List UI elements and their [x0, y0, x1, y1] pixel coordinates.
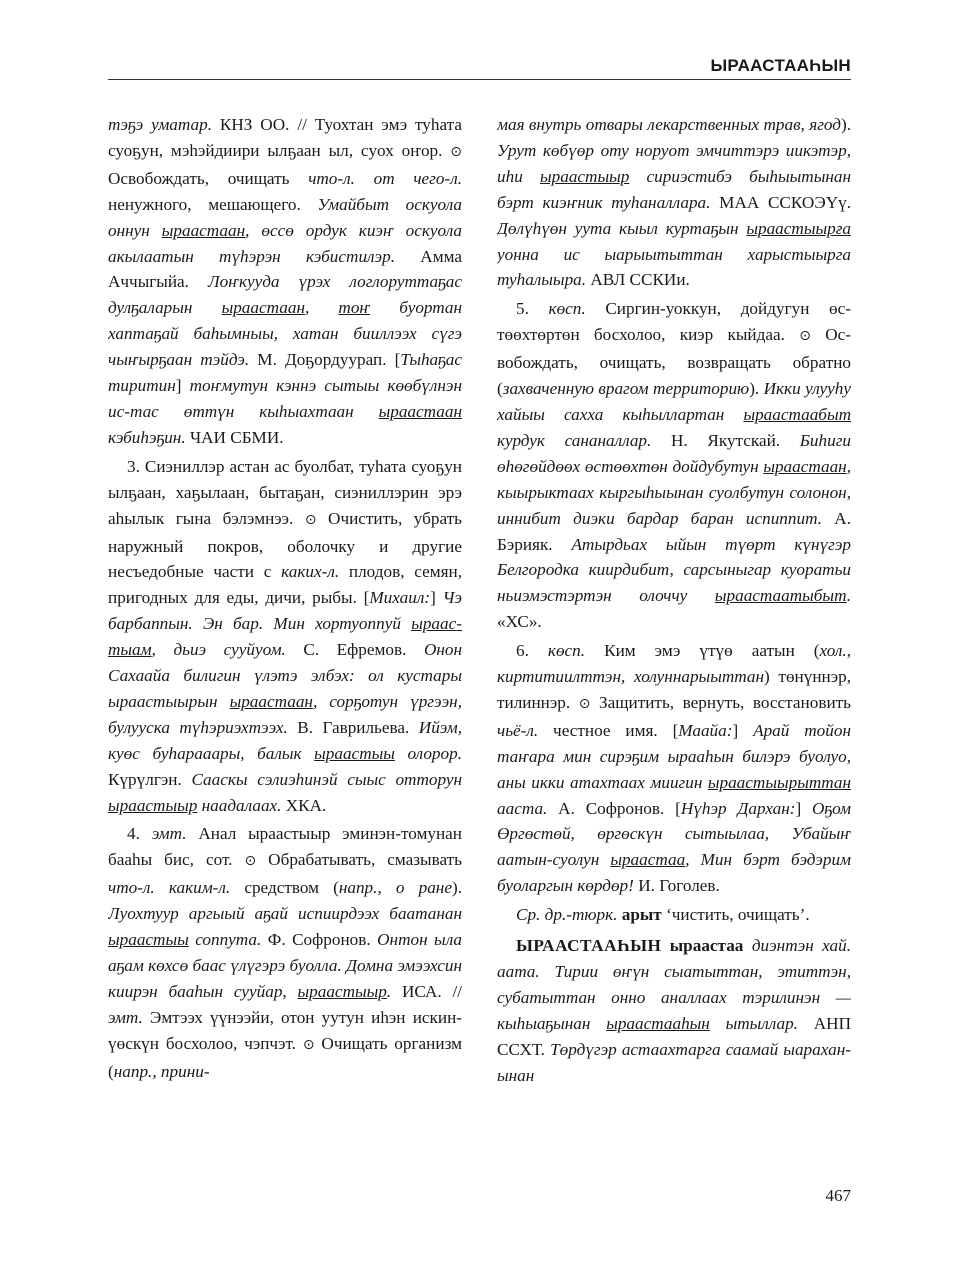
italic-text: . [386, 981, 392, 1001]
italic-text: Луохтуур аргыый аҕай испиирдээх баатанан [108, 904, 462, 924]
italic-text: Дөлүһүөн уута кыыл куртаҕын [497, 218, 747, 238]
example-keyword: ыраастаан [763, 456, 847, 476]
definition-marker-icon: ⊙ [304, 511, 317, 528]
italic-text: Атырдьах ыйын түөрт күнүгэр Белгородка киирдибит, сарсыныгар куоратьи ньиэмэстэртэн олоччу [497, 534, 851, 606]
italic-text: көсп. [548, 299, 586, 319]
italic-text: , сорҕотун үргээн, булууска түһэриэхтээх. [108, 691, 462, 737]
example-keyword: ыраастаа [610, 850, 686, 870]
italic-text: соппута. [188, 930, 262, 950]
italic-text: захваченную врагом территорию [502, 379, 750, 399]
entry-paragraph [108, 454, 462, 819]
text-run: Амма Аччыгыйа. [108, 246, 462, 292]
italic-text: Урут көбүөр оту норуот эмчиттэрэ иикэтэр, иһи [497, 140, 851, 186]
text-run: 5. [516, 299, 549, 319]
text-run: ). [451, 878, 462, 898]
running-head: ЫРААСТААҺЫН [710, 56, 851, 75]
definition-marker-icon: ⊙ [450, 143, 462, 160]
italic-text: эмт. [151, 824, 187, 844]
text-run: Очищать организм ( [108, 1033, 462, 1081]
text-run: В. Гаврильева. [287, 717, 419, 737]
text-run: Ф. Софронов. [261, 930, 378, 950]
definition-marker-icon: ⊙ [244, 853, 257, 870]
italic-text: Арай тойон таҥара мин сирэҕим ырааһын билэрэ буолуо, аны икки атахтаах миигин [497, 720, 851, 792]
italic-text: , дьиэ сууйуом. [151, 640, 286, 660]
entry-paragraph [108, 112, 462, 451]
entry-paragraph [108, 821, 462, 1084]
text-run: ) төнүннэр, тилиннэр. [497, 667, 851, 712]
headword-entry [497, 933, 851, 1088]
text-run: плодов, семян, пригодных для еды, дичи, рыбы. [ [108, 562, 462, 608]
italic-text: , [304, 298, 339, 318]
italic-text: мая внутрь отвары лекарственных трав, ягод [497, 115, 841, 134]
text-run: 4. [127, 824, 152, 844]
example-keyword: ыраастаан [161, 220, 246, 240]
text-run: Күрүлгэн. [108, 769, 192, 789]
example-keyword: ыраастыыр [297, 981, 387, 1001]
italic-text: буортан хаптаҕай баһымныы, хатан бииллээх сүгэ чыҥырҕаан тэйдэ. [108, 298, 462, 370]
left-column [108, 112, 462, 1192]
italic-text: Лоҥкууда үрэх логлоруттаҕас дулҕаларын [108, 272, 462, 318]
italic-text: Михаил: [369, 588, 431, 608]
italic-text: что-л. от чего-л. [308, 168, 462, 188]
definition-marker-icon: ⊙ [302, 1036, 315, 1053]
bold-term: ыраастаа [669, 936, 744, 956]
text-run: А. Софронов. [ [547, 798, 681, 818]
example-keyword: ыраастаатыбыт [714, 586, 847, 606]
italic-text: сириэстибэ быһыытынан бэрт киэҥник туһаналлара. [497, 166, 851, 212]
italic-text: что-л. каким-л. [108, 878, 231, 898]
example-keyword: ыраастаан [378, 401, 462, 421]
italic-text: Онон Сахаайа билигин үлэтэ элбэх: ол кустары ыраастыырын [108, 640, 462, 711]
right-column [497, 112, 851, 1192]
text-run: Анал ыраастыыр эминэн-томунан бааһы бис, сот. [108, 824, 462, 870]
italic-text: ааста. [497, 798, 548, 818]
text-run: средством ( [230, 878, 339, 898]
text-run: ИСА. // [391, 981, 462, 1001]
text-run: Эмтээх үүнээйи, отон уутун иһэн искин-үөскүн босхолоо, чэпчэт. [108, 1007, 462, 1053]
bold-term: арыт [621, 905, 662, 925]
italic-text: напр., прини- [113, 1061, 210, 1081]
italic-text: Оҕом Өргөстөй, өргөскүн сытыылаа, Убайыҥ аатын-суолун [497, 798, 851, 870]
italic-text: көсп. [547, 641, 586, 661]
page-number: 467 [825, 1186, 851, 1205]
italic-text: Биһиги өһөгөйдөөх өстөөхтөн дойдубутун [497, 430, 851, 476]
text-run: ] [795, 798, 813, 818]
text-run: Освобождать, очищать, возвращать обратно ( [497, 325, 851, 399]
text-run: АВЛ ССКИи. [586, 270, 690, 290]
italic-text: тоҥмутун кэннэ сытыы көөбүлнэн ис-тас өттүн кыһыахтаан [108, 376, 462, 421]
definition-marker-icon: ⊙ [799, 328, 811, 345]
italic-text: Нүһэр Дархан: [680, 798, 796, 818]
italic-text: наадалаах. [197, 795, 282, 815]
text-run: МАА ССКОЭҮү. [710, 192, 851, 212]
text-run: ЧАИ СБМИ. [185, 427, 284, 447]
italic-text: . [846, 586, 851, 606]
entry-paragraph [497, 112, 851, 293]
text-run: ). [749, 379, 764, 399]
text-run: Защитить, вернуть, восстановить [590, 692, 851, 712]
text-run: М. Доҕордуурап. [ [249, 350, 401, 370]
text-run: честное имя. [ [538, 720, 679, 740]
text-run: И. Гоголев. [633, 876, 720, 896]
entry-paragraph [497, 902, 851, 928]
example-keyword: ыраастыырыттан [707, 772, 851, 792]
text-run: КНЗ ОО. // Туохтан эмэ туһата суоҕун, мэһэйдиири ылҕаан ыл, сyох оҥор. [108, 115, 462, 160]
italic-text: уонна ис ыарыытыттан харыстыырга туһалыыра. [497, 244, 851, 290]
text-run: А. Бэрияк. [497, 508, 851, 554]
text-run: АНП ССХТ. [497, 1013, 851, 1059]
italic-text: , Мин бэрт бэдэрим буоларгын көрдөр! [497, 850, 851, 896]
text-run: 3. Сиэниллэр астан ас буолбат, туһата суоҕун ылҕаан, хаҕылаан, бытаҕан, сиэниллэрин эрэ аһылык гына бэлэмнээ. [108, 456, 462, 528]
text-run: 6. [516, 641, 548, 661]
italic-text: Төрдүгэр астаахтарга саамай ыараханынан [497, 1039, 851, 1085]
text-run: Н. Якутскай. [651, 430, 800, 450]
example-keyword: тоҥ [338, 298, 371, 318]
entry-paragraph [497, 296, 851, 635]
italic-text: каких-л. [281, 562, 340, 582]
text-run: ХКА. [281, 795, 327, 815]
italic-text: Умайбыт оскуола оннун [108, 194, 462, 240]
text-run: С. Ефремов. [285, 640, 424, 660]
italic-text: , кыырыктаах кыргыһыынан суолбутун солонон, иннибит диэки бардар баран испиппит. [497, 456, 851, 528]
italic-text: диэнтэн хай. аата. Тирии өҥүн сыатыттан, этиттэн, субатыттан онно аналлаах тэрилинэн — кыһыаҕынан [497, 936, 851, 1033]
italic-text: Ийэм, куөс буһарааары, балык [108, 717, 462, 763]
text-run [661, 936, 669, 955]
entry-paragraph [497, 638, 851, 899]
example-keyword: ыраастыы [314, 743, 395, 763]
italic-text: Онтон ыла аҕам көхсө баас үлүгэрэ буолла. Домна эмээхсин киирэн бааһын сууйар, [108, 930, 462, 1001]
definition-marker-icon: ⊙ [578, 695, 591, 712]
headword: ЫРААСТААҺЫН [516, 936, 662, 956]
italic-text: Ср. др.-тюрк. [516, 905, 618, 925]
italic-text: курдук сананаллар. [497, 430, 652, 450]
example-keyword: ыраастаан [221, 298, 305, 318]
example-keyword: ыраастыыр [540, 166, 630, 186]
example-keyword: ыраастаабыт [743, 404, 851, 424]
italic-text: , өссө ордук киэҥ оскуола акылаатын түһэрэн кэбистилэр. [108, 220, 462, 266]
italic-text: Икки улууһу хайыы сахха кыһыллартан [497, 379, 851, 424]
italic-text: кэбиһэҕин. [108, 427, 186, 447]
example-keyword: ыраастааһын [606, 1013, 710, 1033]
text-run: Ким эмэ үтүө аатын ( [585, 641, 820, 661]
example-keyword: ыраастыы [108, 930, 189, 950]
text-run: ] [430, 588, 443, 608]
italic-text: хол., киртитиилттэн, холуннарыыттан [497, 641, 851, 687]
italic-text: олорор. [394, 743, 462, 763]
text-run: ] [175, 376, 190, 396]
italic-text: чьё-л. [497, 720, 539, 740]
example-keyword: ыраастыыр [108, 795, 198, 815]
italic-text: эмт. [108, 1007, 143, 1027]
text-run: «ХС». [497, 612, 542, 632]
italic-text: Сааскы сэлиэһинэй сыыс отторун [191, 769, 462, 789]
text-run: Сиргин-уоккун, дойдугун өстөөхтөртөн босхолоо, киэр кыйдаа. [497, 299, 851, 345]
text-run [743, 936, 751, 955]
italic-text: тэҕэ уматар. [108, 115, 212, 134]
text-run: Обрабатывать, смазывать [256, 850, 462, 870]
header-rule [108, 79, 851, 80]
italic-text: Маайа: [678, 720, 733, 740]
italic-text: Чэ барбаппын. Эн бар. Мин хортуоппуй [108, 588, 462, 634]
text-run: Освобождать, очищать [108, 168, 309, 188]
text-run: ‘чистить, очищать’. [661, 905, 810, 925]
italic-text: Тыһаҕас тиритин [108, 350, 462, 396]
text-run: ). [840, 115, 851, 134]
italic-text: ытыллар. [709, 1013, 798, 1033]
text-run: ненужного, мешающего. [108, 194, 318, 214]
example-keyword: ыраастаан [229, 691, 313, 711]
example-keyword: ыраастыам [108, 614, 462, 660]
text-run: ] [732, 720, 754, 740]
text-run: Очистить, убрать наружный покров, оболочку и другие несъедобные части с [108, 508, 462, 582]
italic-text: напр., о ране [338, 878, 452, 898]
example-keyword: ыраастыырға [746, 218, 851, 238]
